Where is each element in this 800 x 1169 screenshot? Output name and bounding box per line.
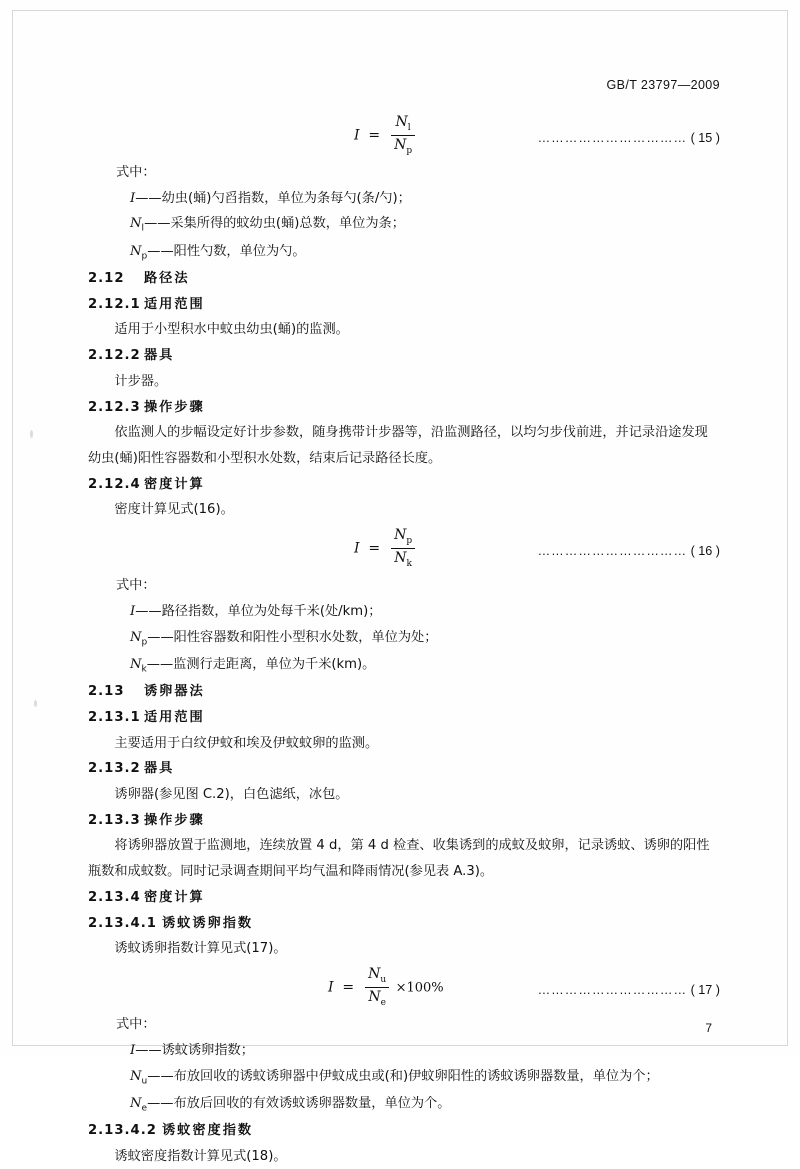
- paragraph-2-12-2: 计步器。: [114, 373, 168, 389]
- definition-item: [88, 625, 720, 652]
- heading-title: 密度计算: [144, 889, 205, 905]
- heading-2-12-3: [88, 395, 720, 421]
- paragraph-2-13-2: 诱卵器(参见图 C.2)，白色滤纸，冰包。: [114, 786, 349, 802]
- heading-title: 密度计算: [144, 476, 205, 492]
- equation-17-denominator-sub: e: [380, 997, 386, 1008]
- heading-title: 操作步骤: [144, 812, 205, 828]
- symbol-sub: p: [141, 637, 148, 648]
- heading-2-13-1: [88, 705, 720, 731]
- equation-16-number: ( 16 ): [690, 544, 720, 559]
- paragraph-2-12-4: 密度计算见式(16)。: [114, 502, 234, 518]
- document-body: [88, 114, 720, 1169]
- heading-2-13-4-1: [88, 911, 720, 937]
- definition-item: [88, 186, 720, 212]
- equation-17-numerator-sub: u: [380, 974, 387, 985]
- equation-15-row: [88, 114, 720, 158]
- equation-17-number: ( 17 ): [690, 983, 720, 998]
- heading-number: 2.12.3: [88, 399, 141, 415]
- paragraph-2-12-1: 适用于小型积水中蚊虫幼虫(蛹)的监测。: [114, 322, 349, 338]
- symbol-N: N: [130, 1095, 142, 1111]
- heading-2-13-2: [88, 756, 720, 782]
- symbol-sub: k: [141, 664, 147, 675]
- equation-15: I = $\frac{N_l}{N_p}$: [354, 114, 417, 157]
- equation-17-fraction: [365, 966, 389, 1009]
- equation-16-fraction: [391, 527, 415, 570]
- definition-list-15: [88, 186, 720, 266]
- symbol-N: N: [130, 216, 142, 232]
- equation-16-row: [88, 527, 720, 571]
- equation-17-row: [88, 966, 720, 1010]
- heading-title: 适用范围: [144, 709, 205, 725]
- symbol-N: N: [130, 1068, 142, 1084]
- heading-number: 2.12.1: [88, 296, 141, 312]
- heading-number: 2.13.4.1: [88, 915, 157, 931]
- definition-text: ——诱蚊诱卵指数；: [135, 1042, 254, 1058]
- equation-15-lhs: I: [354, 127, 360, 144]
- equation-17-suffix: ×100%: [395, 980, 444, 996]
- scan-speck: [34, 700, 37, 707]
- heading-2-12-1: [88, 292, 720, 318]
- page-number: 7: [705, 1021, 712, 1035]
- definition-text: ——布放后回收的有效诱蚊诱卵器数量，单位为个。: [147, 1095, 451, 1111]
- symbol-N: N: [130, 629, 142, 645]
- definition-list-17: [88, 1038, 720, 1118]
- page-header: GB/T 23797—2009: [606, 78, 720, 92]
- equation-17-tail: [538, 978, 720, 1003]
- equation-17-numerator: N: [368, 966, 381, 983]
- equation-17-dots: ……………………………: [537, 983, 688, 998]
- symbol-I: I: [130, 1042, 136, 1058]
- symbol-I: I: [130, 603, 136, 619]
- heading-title: 诱蚊诱卵指数: [162, 915, 254, 931]
- heading-number: 2.13.2: [88, 761, 141, 777]
- symbol-N: N: [130, 243, 142, 259]
- equation-17: I = $\frac{N_u}{N_e}$ ×100%: [328, 966, 444, 1008]
- equation-15-numerator-sub: l: [407, 122, 411, 133]
- heading-number: 2.12.2: [88, 348, 141, 364]
- equation-15-denominator: N: [394, 137, 407, 154]
- heading-2-13-4: [88, 885, 720, 911]
- heading-title: 诱卵器法: [144, 684, 205, 700]
- definition-text: ——阳性勺数，单位为勺。: [147, 243, 306, 259]
- equation-15-numerator: N: [395, 114, 408, 130]
- symbol-N: N: [130, 656, 142, 672]
- heading-2-12-2: [88, 343, 720, 369]
- heading-2-12-4: [88, 472, 720, 498]
- definition-item: [88, 1091, 720, 1118]
- symbol-sub: p: [141, 251, 148, 262]
- equation-15-fraction: [391, 114, 415, 157]
- heading-title: 适用范围: [144, 296, 205, 312]
- definition-item: [88, 1064, 720, 1091]
- symbol-I: I: [130, 190, 136, 206]
- heading-2-13: [88, 679, 720, 705]
- heading-2-13-4-2: [88, 1118, 720, 1144]
- heading-2-13-3: [88, 808, 720, 834]
- paragraph-2-12-3: 依监测人的步幅设定好计步参数，随身携带计步器等，沿监测路径，以均匀步伐前进，并记录沿途发现幼虫(蛹)阳性容器数和小型积水处数，结束后记录路径长度。: [88, 425, 708, 466]
- heading-2-12: [88, 266, 720, 292]
- symbol-sub: e: [141, 1103, 148, 1114]
- heading-number: 2.12: [88, 270, 125, 286]
- paragraph-2-13-4-2: 诱蚊密度指数计算见式(18)。: [114, 1148, 287, 1164]
- definition-item: [88, 652, 720, 679]
- definition-text: ——路径指数，单位为处每千米(处/km)；: [135, 603, 382, 619]
- heading-number: 2.12.4: [88, 476, 141, 492]
- heading-number: 2.13.3: [88, 812, 141, 828]
- equation-16: I = $\frac{N_p}{N_k}$: [354, 527, 417, 570]
- definition-text: ——采集所得的蚊幼虫(蛹)总数，单位为条；: [144, 216, 405, 232]
- definition-text: ——阳性容器数和阳性小型积水处数，单位为处；: [147, 629, 438, 645]
- heading-number: 2.13.4.2: [88, 1122, 157, 1138]
- definition-list-16: [88, 599, 720, 679]
- heading-title: 器具: [144, 761, 175, 777]
- heading-number: 2.13.4: [88, 889, 141, 905]
- heading-title: 诱蚊密度指数: [162, 1122, 254, 1138]
- equation-16-numerator: N: [394, 527, 407, 544]
- equation-15-denominator-sub: p: [406, 145, 413, 156]
- scan-speck: [30, 430, 33, 438]
- heading-number: 2.13: [88, 684, 125, 700]
- heading-title: 器具: [144, 348, 175, 364]
- heading-number: 2.13.1: [88, 709, 141, 725]
- paragraph-2-13-4-1: 诱蚊诱卵指数计算见式(17)。: [114, 941, 287, 957]
- equation-16-dots: ……………………………: [537, 544, 688, 559]
- equation-16-denominator: N: [394, 550, 407, 567]
- equation-16-denominator-sub: k: [406, 559, 412, 570]
- symbol-sub: l: [141, 224, 145, 235]
- equation-15-dots: ……………………………: [537, 131, 688, 145]
- where-label-3: 式中：: [116, 1017, 156, 1033]
- heading-title: 操作步骤: [144, 399, 205, 415]
- paragraph-2-13-3: 将诱卵器放置于监测地，连续放置 4 d，第 4 d 检查、收集诱到的成蚊及蚊卵，记录诱蚊、诱卵的阳性瓶数和成蚊数。同时记录调查期间平均气温和降雨情况(参见表 A.3)。: [88, 838, 710, 880]
- definition-item: [88, 211, 720, 238]
- where-label-2: 式中：: [116, 578, 156, 594]
- heading-title: 路径法: [144, 270, 190, 286]
- equation-17-denominator: N: [368, 989, 381, 1006]
- equation-16-tail: [538, 539, 720, 564]
- equation-15-tail: [538, 126, 720, 151]
- definition-item: [88, 599, 720, 625]
- definition-item: [88, 1038, 720, 1064]
- paragraph-2-13-1: 主要适用于白纹伊蚊和埃及伊蚊蚊卵的监测。: [114, 735, 379, 751]
- equation-15-number: ( 15 ): [690, 131, 720, 145]
- symbol-sub: u: [141, 1076, 148, 1087]
- where-label-1: 式中：: [116, 165, 156, 180]
- equation-16-numerator-sub: p: [406, 535, 413, 546]
- definition-text: ——监测行走距离，单位为千米(km)。: [146, 656, 376, 672]
- definition-text: ——幼虫(蛹)勺舀指数，单位为条每勺(条/勺)；: [135, 190, 411, 206]
- page-content: [88, 78, 720, 1169]
- equation-17-lhs: I: [328, 979, 334, 996]
- definition-text: ——布放回收的诱蚊诱卵器中伊蚊成虫或(和)伊蚊卵阳性的诱蚊诱卵器数量，单位为个；: [147, 1068, 659, 1084]
- definition-item: [88, 239, 720, 266]
- equation-16-lhs: I: [354, 540, 360, 557]
